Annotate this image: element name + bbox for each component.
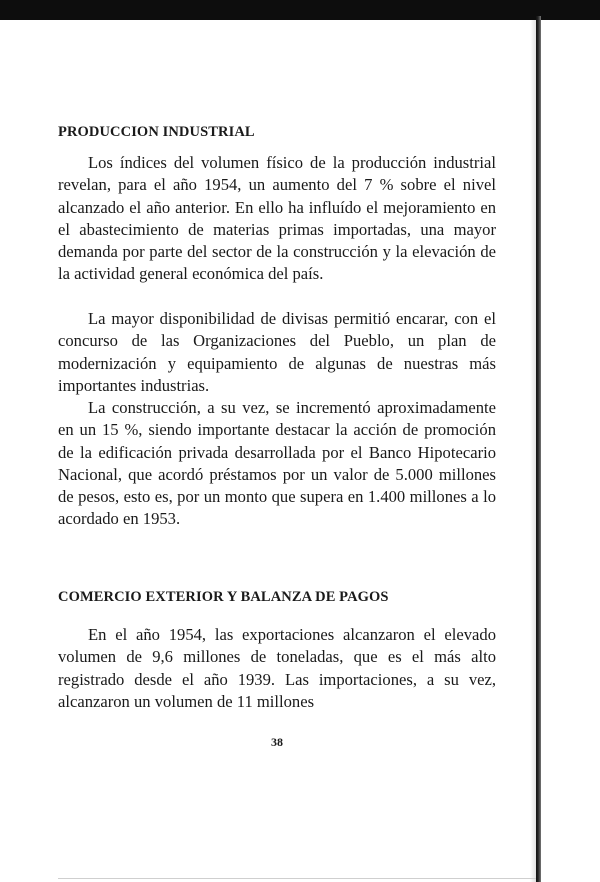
paragraph-construccion: La construcción, a su vez, se incrementó aproximadamente en un 15 %, siendo importante destacar la acción de promoción de la edificación privada desarrollada por el Banco Hipotecario Nacional, que acordó préstamos por un valor de 5.000 millones de pesos, esto es, por un monto que supera en 1.400 millones a lo acordado en 1953. — [58, 398, 496, 529]
page-number: 38 — [271, 735, 283, 749]
section-heading-comercio-exterior: COMERCIO EXTERIOR Y BALANZA DE PAGOS — [58, 589, 389, 605]
book-gutter — [536, 16, 541, 882]
bottom-edge-line — [58, 878, 536, 879]
section-heading-produccion-industrial: PRODUCCION INDUSTRIAL — [58, 124, 255, 140]
top-edge-shadow — [0, 0, 600, 20]
paragraph-indices: Los índices del volumen físico de la producción industrial revelan, para el año 1954, un aumento del 7 % sobre el nivel alcanzado el año anterior. En ello ha influído el mejoramiento en el abastecimiento de materias primas importadas, una mayor demanda por parte del sector de la construcción y la elevación de la actividad general económica del país. — [58, 153, 496, 284]
paragraph-exportaciones: En el año 1954, las exportaciones alcanzaron el elevado volumen de 9,6 millones de toneladas, que es el más alto registrado desde el año 1939. Las importaciones, a su vez, alcanzaron un volumen de 11 millones — [58, 625, 496, 711]
paragraph-divisas: La mayor disponibilidad de divisas permitió encarar, con el concurso de las Organizaciones del Pueblo, un plan de modernización y equipamiento de algunas de nuestras más importantes industrias. — [58, 309, 496, 395]
